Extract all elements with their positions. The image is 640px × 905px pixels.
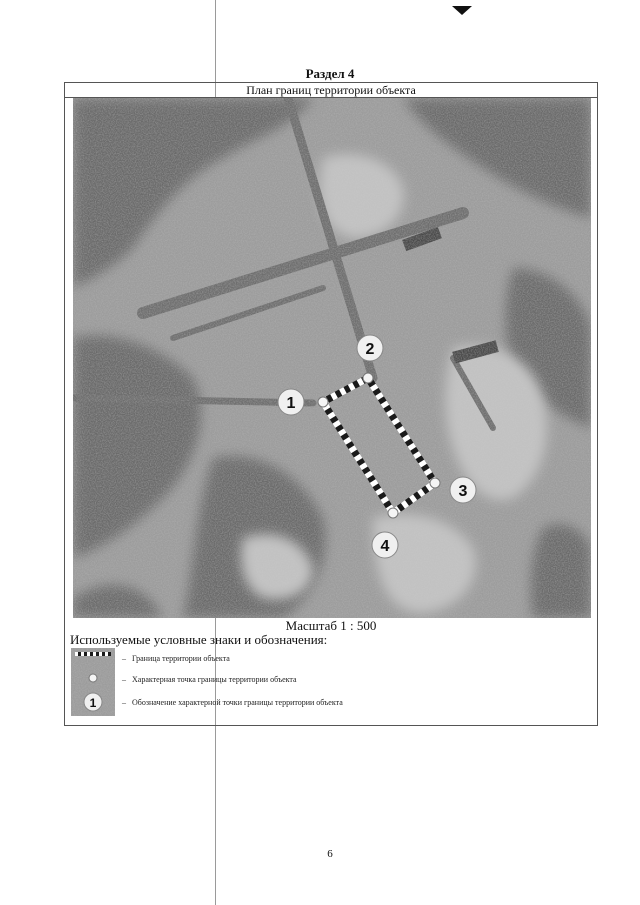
legend-item-text: Граница территории объекта <box>132 654 230 663</box>
point-label-4 <box>372 532 398 558</box>
plan-title: План границ территории объекта <box>64 83 598 98</box>
legend-item-vertex-label <box>122 698 343 707</box>
point-label-3 <box>450 477 476 503</box>
legend-title: Используемые условные знаки и обозначения: <box>70 632 328 647</box>
legend-dash: – <box>122 698 126 707</box>
legend-vertex-sample <box>89 674 97 682</box>
legend-item-vertex <box>122 675 297 684</box>
boundary-vertex-2 <box>363 373 373 383</box>
map-grain <box>73 98 591 618</box>
legend-item-text: Характерная точка границы территории объекта <box>132 675 297 684</box>
legend-dash: – <box>122 654 126 663</box>
legend-item-boundary <box>122 654 230 663</box>
legend-item-text: Обозначение характерной точки границы территории объекта <box>132 698 343 707</box>
page-number: 6 <box>327 848 333 860</box>
legend-sample <box>71 648 115 716</box>
point-label-1-text: 1 <box>286 395 296 412</box>
legend-dash: – <box>122 675 126 684</box>
point-label-2-text: 2 <box>365 341 375 358</box>
point-label-4-text: 4 <box>380 538 390 555</box>
legend-point-label-sample: 1 <box>89 696 97 710</box>
point-label-2 <box>357 335 383 361</box>
point-label-3-text: 3 <box>458 483 468 500</box>
point-label-1 <box>278 389 304 415</box>
boundary-vertex-1 <box>318 397 328 407</box>
section-title: Раздел 4 <box>305 66 355 81</box>
triangle-marker-icon <box>452 6 472 15</box>
boundary-vertex-3 <box>430 478 440 488</box>
boundary-vertex-4 <box>388 508 398 518</box>
aerial-map <box>73 98 591 618</box>
map-scale: Масштаб 1 : 500 <box>285 618 377 633</box>
